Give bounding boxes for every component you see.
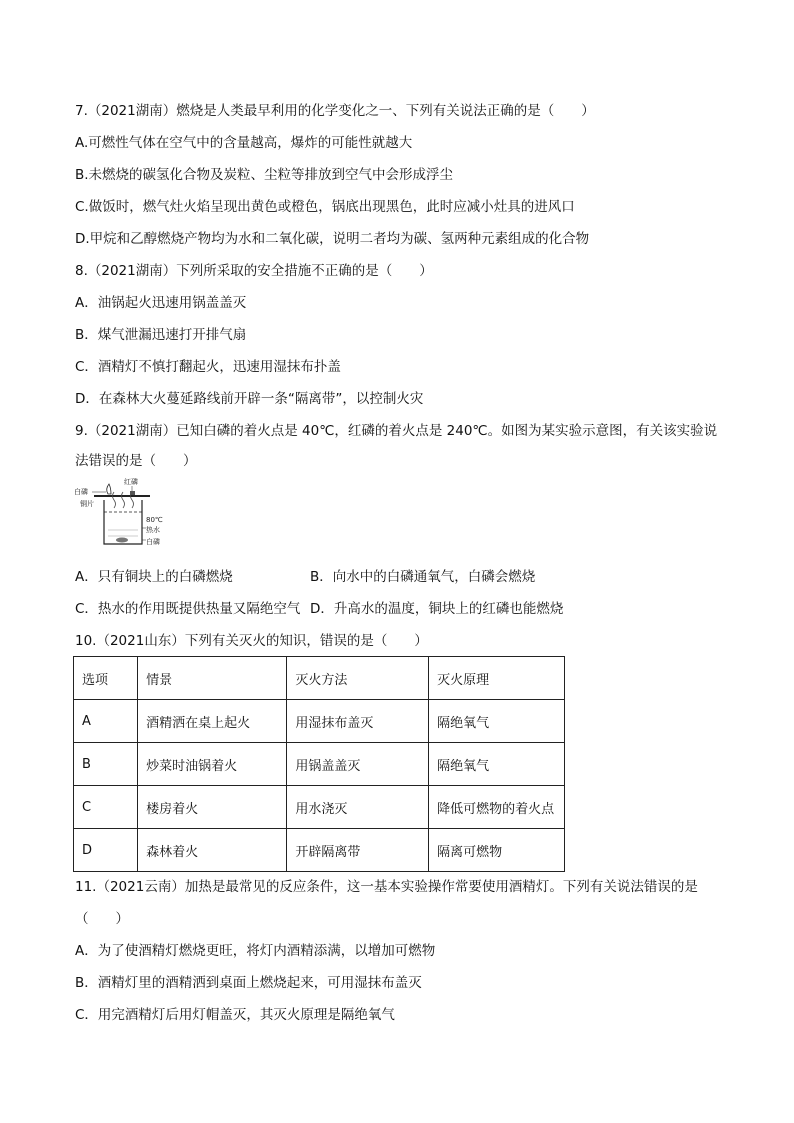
q8-option-d: D．在森林大火蔓延路线前开辟一条“隔离带”，以控制火灾 — [75, 391, 424, 407]
q9-stem-line1: 9.（2021湖南）已知白磷的着火点是 40℃，红磷的着火点是 240℃。如图为某实验示意图，有关该实验说 — [75, 423, 718, 439]
table-cell: C — [74, 786, 138, 829]
label-white-phosphorus: 白磷 — [74, 488, 88, 496]
q11-stem-line2: （ ） — [75, 911, 129, 927]
table-header-cell: 灭火原理 — [429, 657, 565, 700]
table-cell: 酒精洒在桌上起火 — [138, 700, 287, 743]
table-cell: D — [74, 829, 138, 872]
q11-stem-line1: 11.（2021云南）加热是最常见的反应条件，这一基本实验操作常要使用酒精灯。下列有关说法错误的是 — [75, 879, 698, 895]
table-cell: 降低可燃物的着火点 — [429, 786, 565, 829]
label-red-phosphorus: 红磷 — [124, 478, 138, 486]
q8-option-b: B．煤气泄漏迅速打开排气扇 — [75, 327, 247, 343]
label-temperature: 80℃ — [146, 516, 163, 524]
label-copper-plate: 铜片 — [80, 500, 94, 508]
steam-icon — [113, 492, 116, 508]
q9-option-a: A．只有铜块上的白磷燃烧 — [75, 569, 233, 585]
q7-option-c: C.做饭时，燃气灶火焰呈现出黄色或橙色，锅底出现黑色，此时应减小灶具的进风口 — [75, 199, 575, 215]
q7-stem: 7.（2021湖南）燃烧是人类最早利用的化学变化之一、下列有关说法正确的是（ ） — [75, 103, 595, 119]
q9-option-c: C．热水的作用既提供热量又隔绝空气 — [75, 601, 301, 617]
q8-option-a: A．油锅起火迅速用锅盖盖灭 — [75, 295, 247, 311]
fire-extinguish-table — [73, 656, 565, 872]
table-row — [74, 700, 565, 743]
q10-stem: 10.（2021山东）下列有关灭火的知识，错误的是（ ） — [75, 633, 428, 649]
steam-icon — [122, 492, 125, 508]
table-header-row — [74, 657, 565, 700]
q7-option-a: A.可燃性气体在空气中的含量越高，爆炸的可能性就越大 — [75, 135, 413, 151]
red-phosphorus-sample — [130, 491, 135, 495]
q7-option-b: B.未燃烧的碳氢化合物及炭粒、尘粒等排放到空气中会形成浮尘 — [75, 167, 454, 183]
q8-stem: 8.（2021湖南）下列所采取的安全措施不正确的是（ ） — [75, 263, 433, 279]
q8-option-c: C．酒精灯不慎打翻起火，迅速用湿抹布扑盖 — [75, 359, 341, 375]
table-cell: 楼房着火 — [138, 786, 287, 829]
experiment-figure — [72, 478, 172, 550]
table-cell: 炒菜时油锅着火 — [138, 743, 287, 786]
table-cell: 用湿抹布盖灭 — [287, 700, 429, 743]
flame-icon — [107, 484, 111, 494]
label-hot-water: 热水 — [146, 526, 160, 534]
q11-option-b: B．酒精灯里的酒精洒到桌面上燃烧起来，可用湿抹布盖灭 — [75, 975, 422, 991]
table-header-cell: 选项 — [74, 657, 138, 700]
table-cell: 用水浇灭 — [287, 786, 429, 829]
beaker-outline — [104, 500, 142, 544]
q11-option-a: A．为了使酒精灯燃烧更旺，将灯内酒精添满，以增加可燃物 — [75, 943, 436, 959]
table-cell: B — [74, 743, 138, 786]
q9-option-b: B．向水中的白磷通氧气，白磷会燃烧 — [310, 569, 536, 585]
table-header-cell: 情景 — [138, 657, 287, 700]
table-cell: 用锅盖盖灭 — [287, 743, 429, 786]
q11-option-c: C．用完酒精灯后用灯帽盖灭，其灭火原理是隔绝氧气 — [75, 1007, 395, 1023]
table-cell: 开辟隔离带 — [287, 829, 429, 872]
table-row — [74, 829, 565, 872]
q7-option-d: D.甲烷和乙醇燃烧产物均为水和二氧化碳，说明二者均为碳、氢两种元素组成的化合物 — [75, 231, 590, 247]
table-cell: 隔离可燃物 — [429, 829, 565, 872]
q9-stem-line2: 法错误的是（ ） — [75, 453, 197, 469]
table-cell: 森林着火 — [138, 829, 287, 872]
table-cell: A — [74, 700, 138, 743]
q9-option-d: D．升高水的温度，铜块上的红磷也能燃烧 — [310, 601, 564, 617]
label-white-phosphorus-bottom: 白磷 — [146, 538, 160, 546]
white-phosphorus-bottom — [116, 538, 128, 543]
table-cell: 隔绝氧气 — [429, 743, 565, 786]
table-row — [74, 786, 565, 829]
table-header-cell: 灭火方法 — [287, 657, 429, 700]
table-row — [74, 743, 565, 786]
table-cell: 隔绝氧气 — [429, 700, 565, 743]
